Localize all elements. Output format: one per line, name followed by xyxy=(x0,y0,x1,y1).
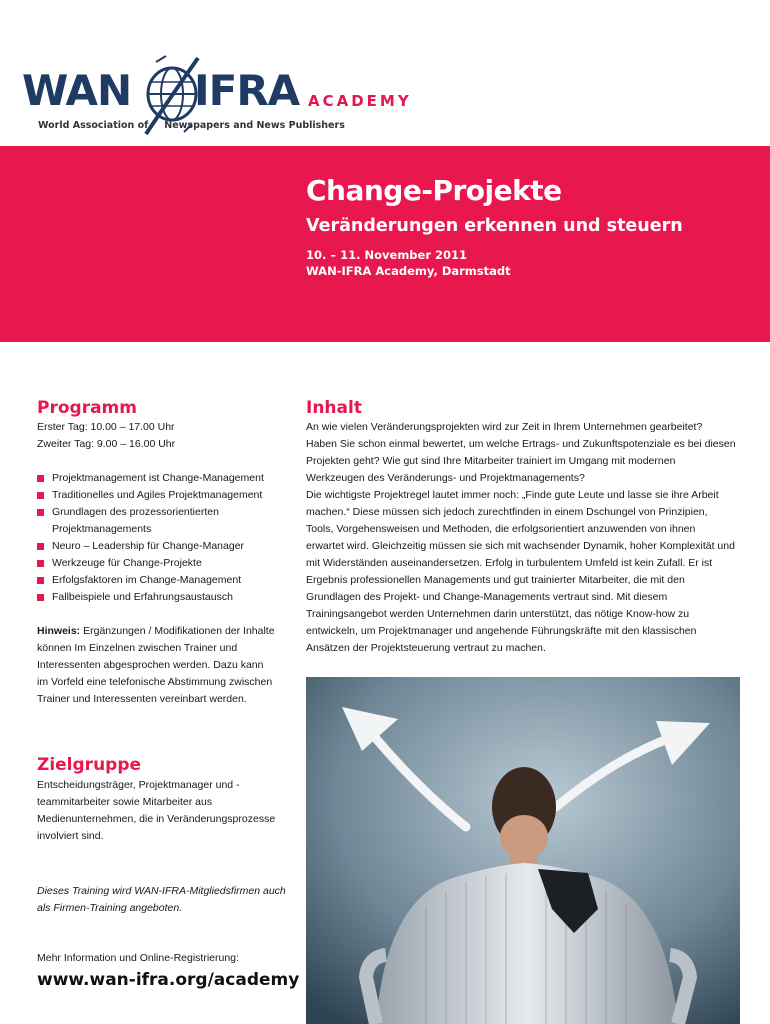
more-info-text: Mehr Information und Online-Registrierung: xyxy=(37,952,239,964)
photo-man-with-arrows xyxy=(306,677,740,1024)
list-item: Erfolgsfaktoren im Change-Management xyxy=(37,572,297,589)
schedule-day2: Zweiter Tag: 9.00 – 16.00 Uhr xyxy=(37,438,176,450)
zielgruppe-text: Entscheidungsträger, Projektmanager und -teammitarbeiter sowie Mitarbeiter aus Medienunternehmen, die in Veränderungsprozesse involviert sind. xyxy=(37,779,276,842)
schedule xyxy=(37,419,297,453)
logo-subtitle-right: Newspapers and News Publishers xyxy=(164,120,345,131)
academy-label: ACADEMY xyxy=(308,92,412,110)
training-note: Dieses Training wird WAN-IFRA-Mitgliedsfirmen auch als Firmen-Training angeboten. xyxy=(37,885,286,914)
list-item: Projektmanagement ist Change-Management xyxy=(37,470,297,487)
programm-heading: Programm xyxy=(37,398,137,418)
logo-subtitle xyxy=(38,120,345,131)
logo-subtitle-left: World Association of xyxy=(38,120,149,131)
list-item: Traditionelles und Agiles Projektmanagement xyxy=(37,487,297,504)
inhalt-heading: Inhalt xyxy=(306,398,362,418)
schedule-day1: Erster Tag: 10.00 – 17.00 Uhr xyxy=(37,421,175,433)
wan-ifra-logo xyxy=(22,54,422,144)
inhalt-paragraph: Die wichtigste Projektregel lautet immer noch: „Finde gute Leute und lasse sie ihre Arbeit machen.“ Diese müssen sich jedoch zurechtfinden in einem Dschungel von Prinzipien, Tools, Vorgehensweisen und Methoden, die erfolgsorientiert anzuwenden von ihnen erwartet wird. Gleichzeitig müssen sie sich mit wachsender Dynamik, hoher Komplexität und mit Widerständen auseinandersetzen. Erfolg in turbulentem Umfeld ist kein Zufall. Er ist Ergebnis professionellen Managements und gut trainierter Mitarbeiter, die mit den Grundlagen des Projekt- und Change-Managements vertraut sind. Mit diesem Trainingsangebot werden Unternehmen darin unterstützt, das nötige Know-how zu entwickeln, um Projektmanager und angehende Führungskräfte mit den klassischen Ansätzen der Projektsteuerung vertraut zu machen. xyxy=(306,489,735,654)
list-item: Werkzeuge für Change-Projekte xyxy=(37,555,297,572)
list-item: Fallbeispiele und Erfahrungsaustausch xyxy=(37,589,297,606)
list-item: Neuro – Leadership für Change-Manager xyxy=(37,538,297,555)
event-location: WAN-IFRA Academy, Darmstadt xyxy=(306,264,511,278)
logo-ifra-text: IFRA xyxy=(194,66,300,115)
inhalt-paragraph: An wie vielen Veränderungsprojekten wird zur Zeit in Ihrem Unternehmen gearbeitet? Haben Sie schon einmal bewertet, um welche Ertrags- und Zukunftspotenziale es bei diesen Projekten geht? Wie gut sind Ihre Mitarbeiter trainiert im Umgang mit modernen Werkzeugen des Veränderungs- und Projektmanagements? xyxy=(306,421,736,484)
inhalt-body xyxy=(306,419,736,657)
event-date: 10. – 11. November 2011 xyxy=(306,248,468,262)
page-title: Change-Projekte xyxy=(306,174,562,207)
academy-url-link[interactable]: www.wan-ifra.org/academy xyxy=(37,970,300,990)
photo-illustration xyxy=(306,677,740,1024)
event-meta xyxy=(306,247,511,279)
hinweis-note xyxy=(37,623,277,708)
programm-list xyxy=(37,470,297,606)
zielgruppe-heading: Zielgruppe xyxy=(37,755,142,775)
page-subtitle: Veränderungen erkennen und steuern xyxy=(306,216,683,236)
logo-wan-text: WAN xyxy=(22,66,132,115)
title-banner xyxy=(0,146,770,342)
hinweis-label: Hinweis: xyxy=(37,625,81,637)
list-item: Grundlagen des prozessorientierten Projektmanagements xyxy=(37,504,297,538)
hinweis-text: Ergänzungen / Modifikationen der Inhalte können Im Einzelnen zwischen Trainer und Interessenten abgesprochen werden. Dazu kann im Vorfeld eine telefonische Abstimmung zwischen Trainer und Interessenten vereinbart werden. xyxy=(37,625,275,705)
